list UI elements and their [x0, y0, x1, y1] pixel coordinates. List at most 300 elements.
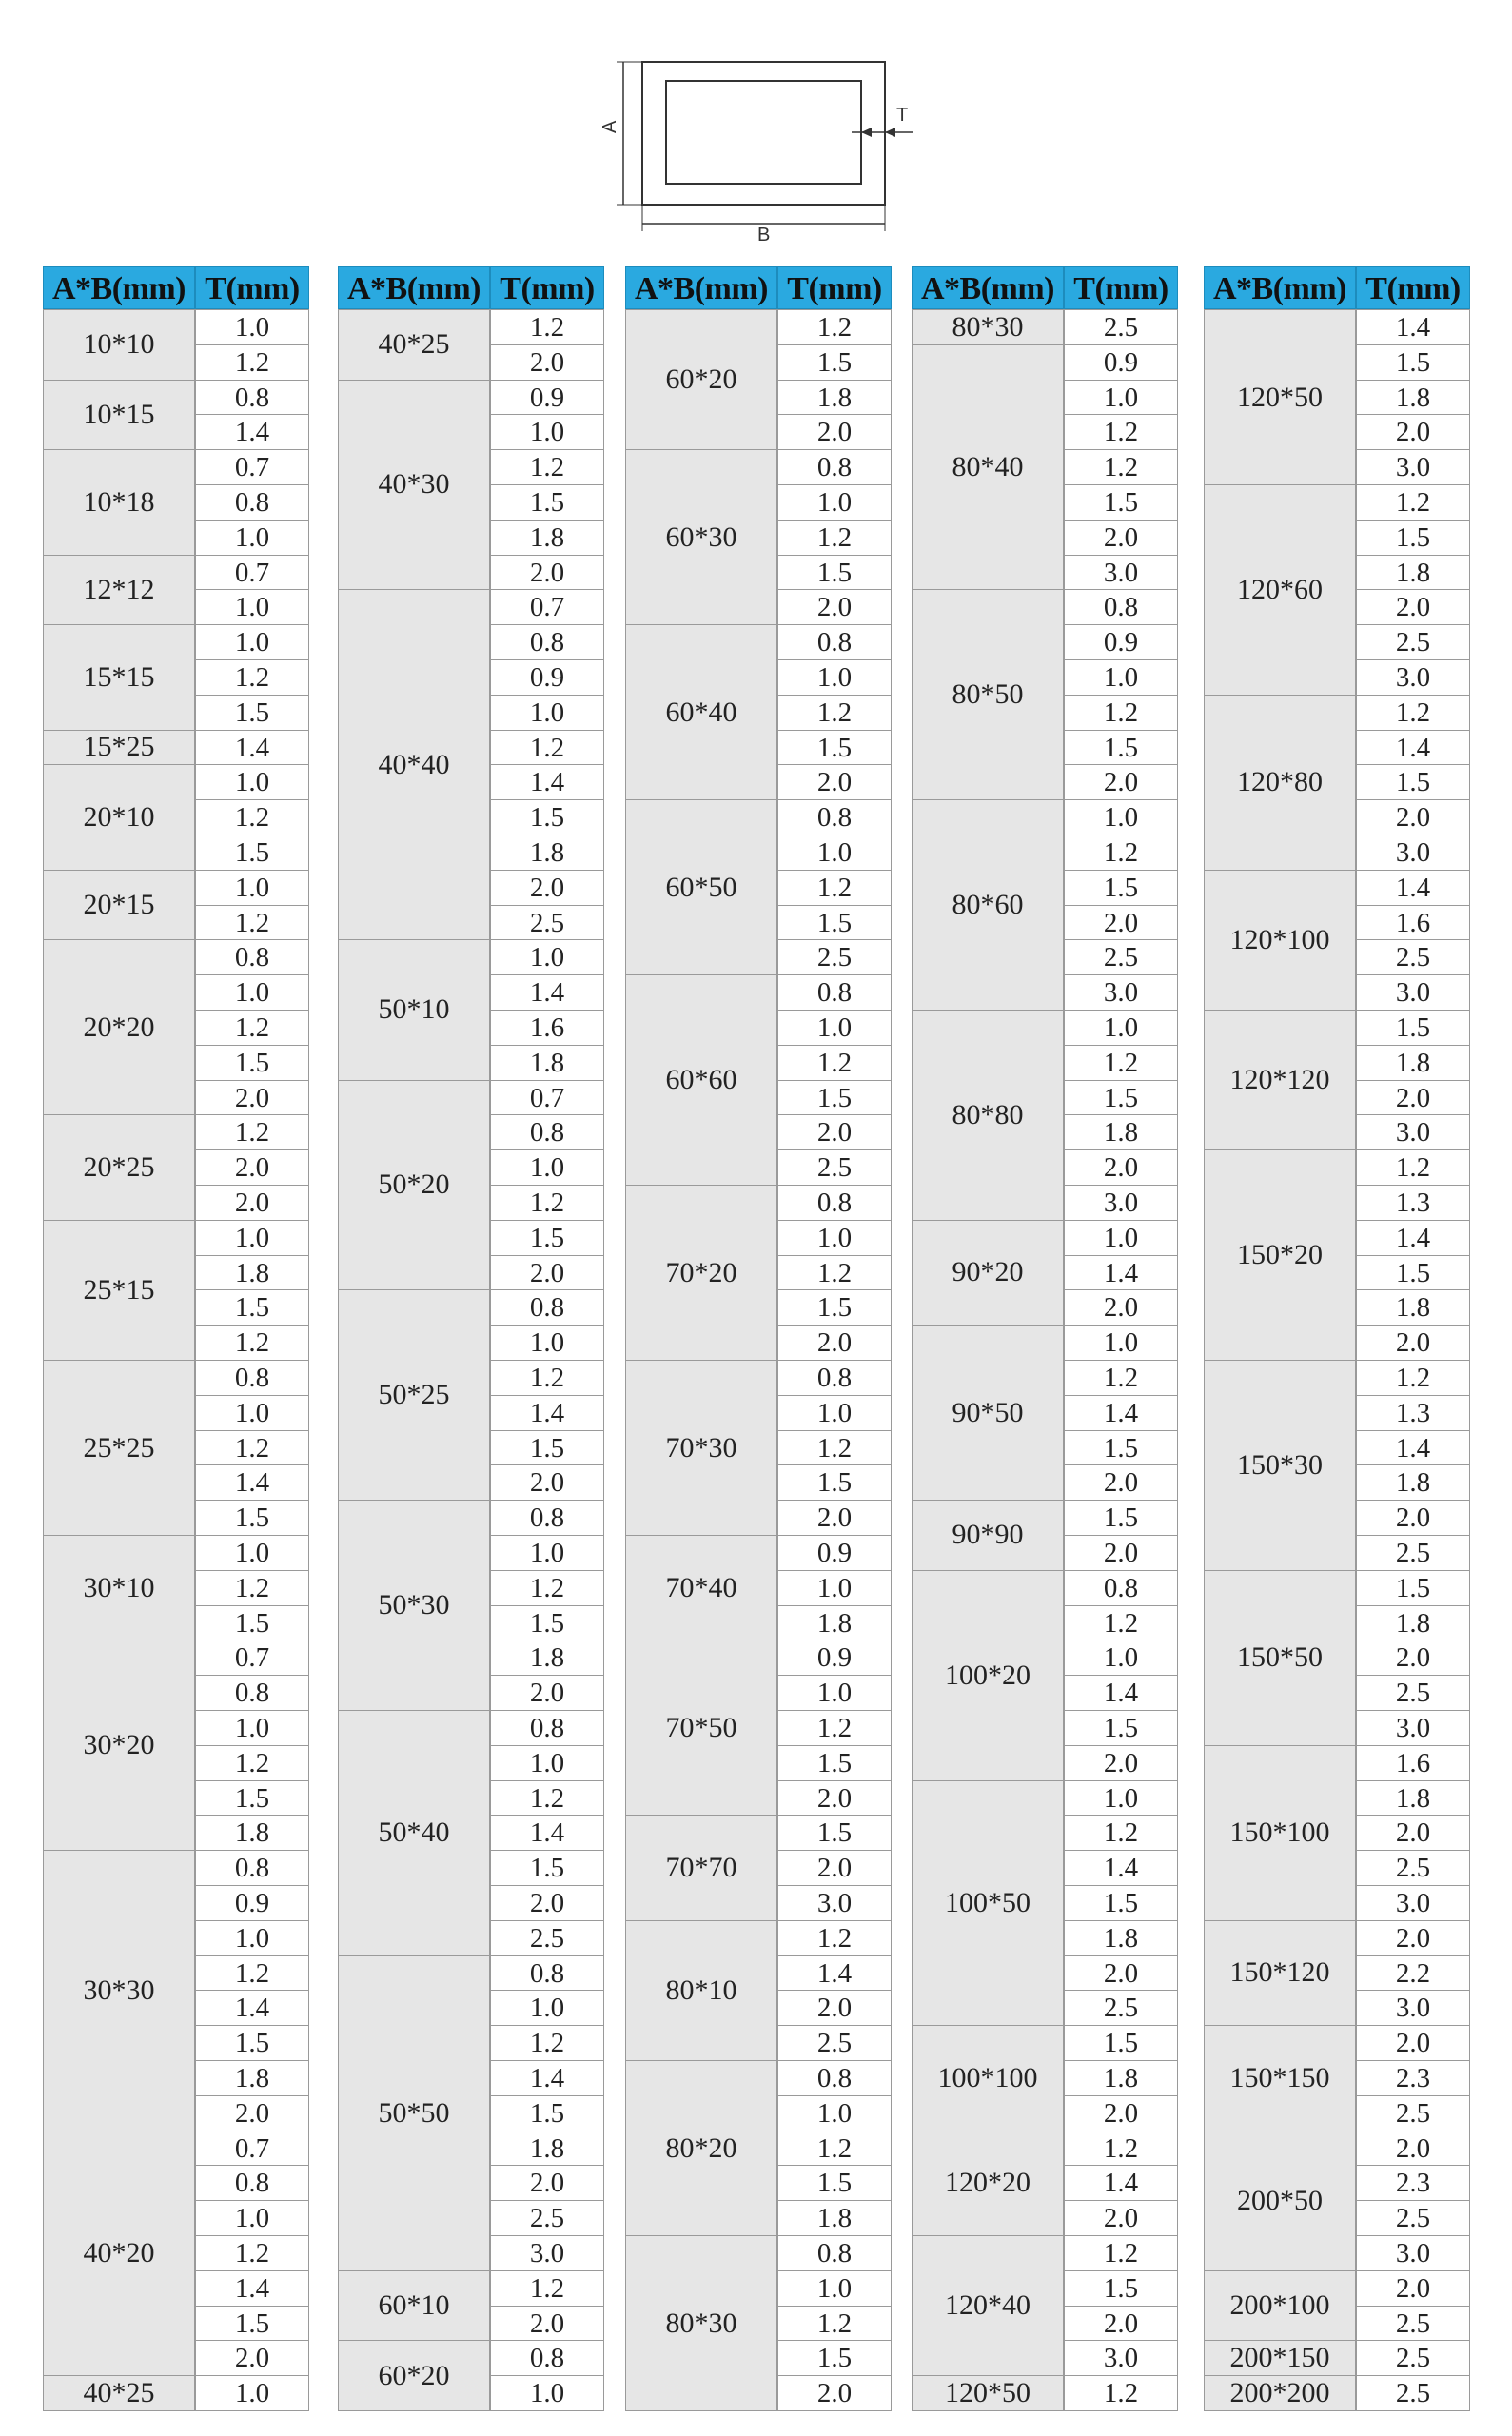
- thickness-cell: 1.5: [195, 1780, 309, 1817]
- thickness-cell: 1.2: [1064, 1360, 1178, 1396]
- size-cell: 120*50: [1204, 309, 1356, 485]
- thickness-cell: 1.2: [1064, 449, 1178, 485]
- thickness-cell: 2.5: [1356, 1850, 1470, 1886]
- thickness-cell: 1.2: [490, 1360, 604, 1396]
- thickness-cell: 2.0: [1064, 905, 1178, 941]
- thickness-cell: 1.8: [1356, 1289, 1470, 1326]
- thickness-cell: 2.0: [777, 589, 892, 625]
- size-cell: 120*80: [1204, 695, 1356, 871]
- thickness-cell: 1.8: [195, 1255, 309, 1291]
- thickness-cell: 2.0: [1356, 1815, 1470, 1851]
- size-cell: 60*20: [625, 309, 777, 450]
- thickness-cell: 1.2: [490, 1185, 604, 1221]
- thickness-cell: 1.6: [490, 1010, 604, 1046]
- thickness-cell: 2.0: [1064, 1745, 1178, 1781]
- thickness-cell: 1.5: [490, 799, 604, 835]
- thickness-cell: 1.8: [777, 1605, 892, 1641]
- thickness-cell: 1.0: [195, 624, 309, 660]
- thickness-cell: 1.5: [195, 835, 309, 871]
- thickness-cell: 2.0: [1064, 1289, 1178, 1326]
- dimension-b-label: B: [757, 225, 771, 243]
- size-cell: 50*20: [338, 1080, 490, 1291]
- thickness-cell: 1.2: [777, 1045, 892, 1081]
- thickness-cell: 1.2: [1064, 2131, 1178, 2167]
- thickness-cell: 3.0: [1064, 2340, 1178, 2376]
- thickness-cell: 2.0: [777, 2375, 892, 2411]
- thickness-cell: 2.0: [490, 1464, 604, 1501]
- thickness-cell: 1.2: [195, 2235, 309, 2271]
- thickness-cell: 2.0: [1356, 2025, 1470, 2061]
- thickness-cell: 1.0: [490, 1149, 604, 1186]
- thickness-cell: 1.2: [777, 1710, 892, 1746]
- size-cell: 80*60: [912, 799, 1064, 1011]
- thickness-cell: 2.0: [1356, 1920, 1470, 1956]
- thickness-cell: 0.8: [195, 1675, 309, 1711]
- thickness-cell: 2.0: [195, 2340, 309, 2376]
- thickness-cell: 1.0: [1064, 380, 1178, 416]
- thickness-cell: 1.5: [195, 1045, 309, 1081]
- header-thickness: T(mm): [1064, 266, 1178, 309]
- thickness-cell: 2.0: [777, 1325, 892, 1361]
- size-cell: 80*10: [625, 1920, 777, 2061]
- tube-inner-outline: [666, 81, 861, 184]
- thickness-cell: 1.0: [777, 835, 892, 871]
- thickness-cell: 0.9: [1064, 344, 1178, 381]
- size-cell: 20*20: [43, 939, 195, 1115]
- thickness-cell: 1.5: [1064, 730, 1178, 766]
- thickness-cell: 1.5: [777, 1815, 892, 1851]
- thickness-cell: 1.5: [1356, 764, 1470, 800]
- thickness-cell: 1.4: [490, 764, 604, 800]
- thickness-cell: 3.0: [1064, 555, 1178, 591]
- size-cell: 80*50: [912, 589, 1064, 800]
- thickness-cell: 1.5: [1064, 2270, 1178, 2307]
- thickness-cell: 1.2: [1064, 1045, 1178, 1081]
- thickness-cell: 0.8: [195, 2165, 309, 2201]
- size-cell: 50*25: [338, 1289, 490, 1501]
- thickness-cell: 0.9: [777, 1535, 892, 1571]
- thickness-cell: 1.4: [1356, 1220, 1470, 1256]
- thickness-cell: 2.0: [490, 1255, 604, 1291]
- size-cell: 25*25: [43, 1360, 195, 1536]
- thickness-cell: 2.0: [777, 1850, 892, 1886]
- thickness-cell: 1.0: [777, 2270, 892, 2307]
- thickness-cell: 1.4: [195, 414, 309, 450]
- thickness-cell: 2.0: [1356, 589, 1470, 625]
- thickness-cell: 2.5: [490, 1920, 604, 1956]
- thickness-cell: 1.0: [195, 1535, 309, 1571]
- thickness-cell: 1.0: [490, 1325, 604, 1361]
- size-cell: 40*25: [43, 2375, 195, 2411]
- thickness-cell: 1.5: [490, 484, 604, 521]
- thickness-cell: 1.4: [1064, 1850, 1178, 1886]
- rectangular-tube-cross-section-diagram: [590, 52, 933, 243]
- thickness-cell: 1.8: [1356, 380, 1470, 416]
- thickness-cell: 1.8: [1356, 1605, 1470, 1641]
- thickness-cell: 2.3: [1356, 2165, 1470, 2201]
- thickness-cell: 2.5: [1356, 2200, 1470, 2236]
- thickness-cell: 1.0: [490, 1990, 604, 2026]
- size-cell: 25*15: [43, 1220, 195, 1361]
- size-cell: 80*30: [625, 2235, 777, 2411]
- thickness-cell: 1.0: [195, 589, 309, 625]
- thickness-cell: 2.0: [1356, 1080, 1470, 1116]
- thickness-cell: 1.2: [195, 905, 309, 941]
- size-cell: 50*50: [338, 1955, 490, 2271]
- size-cell: 30*20: [43, 1640, 195, 1851]
- size-table-4: [912, 266, 1178, 2412]
- thickness-cell: 0.8: [1064, 589, 1178, 625]
- thickness-cell: 1.3: [1356, 1185, 1470, 1221]
- size-cell: 20*25: [43, 1114, 195, 1220]
- thickness-cell: 1.0: [195, 1395, 309, 1431]
- thickness-cell: 1.5: [1356, 520, 1470, 556]
- thickness-cell: 1.8: [490, 2131, 604, 2167]
- thickness-cell: 2.0: [777, 414, 892, 450]
- thickness-cell: 1.0: [490, 695, 604, 731]
- thickness-cell: 2.0: [1064, 1535, 1178, 1571]
- thickness-cell: 1.2: [1356, 695, 1470, 731]
- thickness-cell: 1.5: [777, 2165, 892, 2201]
- thickness-cell: 2.0: [1064, 2095, 1178, 2132]
- thickness-cell: 1.2: [777, 1430, 892, 1466]
- size-cell: 80*80: [912, 1010, 1064, 1221]
- size-cell: 200*50: [1204, 2131, 1356, 2271]
- thickness-cell: 2.0: [195, 1185, 309, 1221]
- thickness-cell: 1.5: [195, 1289, 309, 1326]
- size-cell: 60*40: [625, 624, 777, 800]
- thickness-cell: 1.5: [490, 1220, 604, 1256]
- thickness-cell: 3.0: [1064, 1185, 1178, 1221]
- size-cell: 150*20: [1204, 1149, 1356, 1361]
- thickness-cell: 1.5: [1064, 870, 1178, 906]
- thickness-cell: 1.5: [777, 1464, 892, 1501]
- thickness-cell: 1.0: [1064, 799, 1178, 835]
- thickness-cell: 0.8: [490, 1114, 604, 1150]
- thickness-cell: 2.0: [490, 1885, 604, 1921]
- size-cell: 10*10: [43, 309, 195, 381]
- thickness-cell: 1.2: [777, 1255, 892, 1291]
- thickness-cell: 2.5: [777, 939, 892, 975]
- thickness-cell: 1.5: [1064, 1430, 1178, 1466]
- thickness-cell: 1.2: [777, 520, 892, 556]
- size-cell: 150*120: [1204, 1920, 1356, 2026]
- thickness-cell: 1.2: [1064, 414, 1178, 450]
- size-cell: 40*20: [43, 2131, 195, 2377]
- thickness-cell: 1.0: [195, 764, 309, 800]
- size-cell: 70*40: [625, 1535, 777, 1640]
- thickness-cell: 2.5: [1356, 2375, 1470, 2411]
- size-cell: 60*50: [625, 799, 777, 975]
- thickness-cell: 2.0: [195, 1149, 309, 1186]
- thickness-cell: 2.5: [490, 905, 604, 941]
- header-size: A*B(mm): [912, 266, 1064, 309]
- thickness-cell: 1.0: [1064, 659, 1178, 696]
- size-cell: 20*10: [43, 764, 195, 870]
- thickness-cell: 1.8: [1356, 1780, 1470, 1817]
- thickness-cell: 2.5: [1356, 2340, 1470, 2376]
- size-cell: 10*18: [43, 449, 195, 555]
- thickness-cell: 1.0: [490, 414, 604, 450]
- thickness-cell: 2.3: [1356, 2060, 1470, 2096]
- header-size: A*B(mm): [1204, 266, 1356, 309]
- thickness-cell: 1.2: [777, 309, 892, 345]
- thickness-cell: 1.8: [490, 835, 604, 871]
- header-thickness: T(mm): [195, 266, 309, 309]
- thickness-cell: 1.3: [1356, 1395, 1470, 1431]
- size-cell: 150*30: [1204, 1360, 1356, 1571]
- thickness-cell: 2.5: [1356, 1535, 1470, 1571]
- thickness-cell: 2.0: [195, 1080, 309, 1116]
- size-cell: 70*20: [625, 1185, 777, 1361]
- thickness-cell: 1.4: [490, 1815, 604, 1851]
- thickness-cell: 2.0: [490, 555, 604, 591]
- thickness-cell: 1.2: [1356, 1149, 1470, 1186]
- size-cell: 100*20: [912, 1570, 1064, 1781]
- thickness-cell: 1.2: [1356, 1360, 1470, 1396]
- header-thickness: T(mm): [490, 266, 604, 309]
- thickness-cell: 1.8: [777, 2200, 892, 2236]
- thickness-cell: 3.0: [1356, 659, 1470, 696]
- thickness-cell: 2.5: [490, 2200, 604, 2236]
- size-cell: 70*50: [625, 1640, 777, 1816]
- thickness-cell: 1.0: [777, 1675, 892, 1711]
- thickness-cell: 1.2: [1064, 2235, 1178, 2271]
- thickness-cell: 0.8: [490, 624, 604, 660]
- thickness-cell: 2.0: [1356, 1325, 1470, 1361]
- thickness-cell: 1.5: [777, 905, 892, 941]
- thickness-cell: 1.2: [777, 1920, 892, 1956]
- thickness-cell: 1.5: [777, 1289, 892, 1326]
- size-cell: 70*30: [625, 1360, 777, 1536]
- thickness-cell: 1.0: [195, 870, 309, 906]
- size-cell: 150*150: [1204, 2025, 1356, 2131]
- thickness-cell: 2.5: [1356, 1675, 1470, 1711]
- thickness-cell: 1.5: [1356, 1010, 1470, 1046]
- thickness-cell: 1.8: [1064, 1920, 1178, 1956]
- thickness-cell: 1.4: [195, 2270, 309, 2307]
- thickness-cell: 1.5: [195, 2306, 309, 2342]
- thickness-cell: 3.0: [1356, 1990, 1470, 2026]
- thickness-cell: 1.8: [490, 1640, 604, 1676]
- size-cell: 150*100: [1204, 1745, 1356, 1921]
- thickness-cell: 1.8: [777, 380, 892, 416]
- thickness-cell: 1.2: [1064, 1815, 1178, 1851]
- size-cell: 80*20: [625, 2060, 777, 2236]
- thickness-cell: 2.0: [1064, 2200, 1178, 2236]
- thickness-cell: 1.4: [195, 730, 309, 766]
- thickness-cell: 1.2: [195, 1955, 309, 1992]
- thickness-cell: 2.0: [777, 1780, 892, 1817]
- thickness-cell: 1.8: [1356, 555, 1470, 591]
- thickness-cell: 1.5: [1064, 1710, 1178, 1746]
- thickness-cell: 2.0: [1356, 1500, 1470, 1536]
- size-cell: 90*50: [912, 1325, 1064, 1501]
- thickness-cell: 1.2: [195, 1430, 309, 1466]
- thickness-cell: 1.0: [195, 1920, 309, 1956]
- thickness-cell: 1.4: [1064, 1395, 1178, 1431]
- thickness-cell: 3.0: [1064, 974, 1178, 1011]
- header-size: A*B(mm): [338, 266, 490, 309]
- thickness-cell: 1.2: [777, 695, 892, 731]
- size-table-1: [43, 266, 309, 2412]
- thickness-cell: 1.4: [777, 1955, 892, 1992]
- size-cell: 60*30: [625, 449, 777, 625]
- thickness-cell: 1.0: [777, 2095, 892, 2132]
- thickness-cell: 2.5: [777, 2025, 892, 2061]
- thickness-cell: 0.8: [490, 1500, 604, 1536]
- thickness-cell: 1.5: [1064, 1885, 1178, 1921]
- size-cell: 200*200: [1204, 2375, 1356, 2411]
- thickness-cell: 1.4: [490, 1395, 604, 1431]
- size-cell: 120*50: [912, 2375, 1064, 2411]
- size-cell: 60*60: [625, 974, 777, 1186]
- size-cell: 10*15: [43, 380, 195, 451]
- thickness-cell: 1.6: [1356, 905, 1470, 941]
- thickness-cell: 0.8: [490, 1955, 604, 1992]
- thickness-cell: 1.2: [777, 870, 892, 906]
- thickness-cell: 1.4: [1356, 1430, 1470, 1466]
- thickness-cell: 2.5: [1064, 1990, 1178, 2026]
- thickness-cell: 1.2: [490, 309, 604, 345]
- thickness-cell: 1.5: [777, 1080, 892, 1116]
- thickness-cell: 1.8: [195, 1815, 309, 1851]
- thickness-cell: 2.0: [1356, 2270, 1470, 2307]
- thickness-cell: 1.5: [777, 1745, 892, 1781]
- thickness-cell: 1.0: [1064, 1220, 1178, 1256]
- thickness-cell: 1.2: [195, 659, 309, 696]
- thickness-cell: 2.0: [777, 1114, 892, 1150]
- thickness-cell: 2.5: [1356, 624, 1470, 660]
- thickness-cell: 1.5: [777, 730, 892, 766]
- thickness-cell: 1.0: [777, 1395, 892, 1431]
- header-size: A*B(mm): [43, 266, 195, 309]
- thickness-cell: 3.0: [1356, 1885, 1470, 1921]
- thickness-cell: 2.0: [1064, 2306, 1178, 2342]
- thickness-cell: 0.8: [777, 2060, 892, 2096]
- thickness-cell: 1.2: [490, 2025, 604, 2061]
- size-cell: 200*150: [1204, 2340, 1356, 2376]
- thickness-cell: 1.2: [195, 1010, 309, 1046]
- thickness-cell: 1.2: [195, 1325, 309, 1361]
- thickness-cell: 1.0: [1064, 1640, 1178, 1676]
- thickness-cell: 1.5: [1064, 1500, 1178, 1536]
- thickness-cell: 1.5: [777, 555, 892, 591]
- thickness-cell: 1.0: [195, 1710, 309, 1746]
- thickness-cell: 0.9: [777, 1640, 892, 1676]
- thickness-cell: 1.0: [490, 1745, 604, 1781]
- thickness-cell: 1.4: [195, 1990, 309, 2026]
- thickness-cell: 1.5: [777, 344, 892, 381]
- thickness-cell: 2.0: [490, 344, 604, 381]
- thickness-cell: 2.0: [1064, 1149, 1178, 1186]
- thickness-cell: 1.5: [490, 1850, 604, 1886]
- header-thickness: T(mm): [777, 266, 892, 309]
- thickness-cell: 1.4: [1356, 730, 1470, 766]
- thickness-cell: 1.4: [1356, 870, 1470, 906]
- thickness-cell: 2.5: [1064, 939, 1178, 975]
- thickness-cell: 0.8: [777, 799, 892, 835]
- thickness-cell: 2.0: [1356, 799, 1470, 835]
- size-cell: 100*50: [912, 1780, 1064, 2027]
- thickness-cell: 1.0: [195, 2375, 309, 2411]
- thickness-cell: 1.8: [1064, 2060, 1178, 2096]
- thickness-cell: 0.8: [490, 1710, 604, 1746]
- thickness-cell: 0.7: [195, 555, 309, 591]
- thickness-cell: 0.8: [1064, 1570, 1178, 1606]
- thickness-cell: 1.5: [777, 2340, 892, 2376]
- dimension-t-label: T: [896, 105, 909, 126]
- thickness-cell: 2.0: [1064, 764, 1178, 800]
- thickness-cell: 1.4: [1064, 1675, 1178, 1711]
- thickness-cell: 0.8: [777, 624, 892, 660]
- thickness-cell: 1.4: [1064, 1255, 1178, 1291]
- thickness-cell: 1.4: [1064, 2165, 1178, 2201]
- thickness-cell: 1.2: [195, 1570, 309, 1606]
- size-cell: 50*40: [338, 1710, 490, 1956]
- thickness-cell: 1.2: [195, 344, 309, 381]
- thickness-cell: 3.0: [1356, 1114, 1470, 1150]
- thickness-cell: 2.0: [1064, 1464, 1178, 1501]
- thickness-cell: 2.0: [1356, 2131, 1470, 2167]
- thickness-cell: 1.2: [490, 1780, 604, 1817]
- thickness-cell: 1.5: [195, 1605, 309, 1641]
- size-cell: 120*100: [1204, 870, 1356, 1011]
- size-cell: 15*25: [43, 730, 195, 766]
- thickness-cell: 0.9: [1064, 624, 1178, 660]
- thickness-cell: 0.8: [195, 939, 309, 975]
- thickness-cell: 0.8: [490, 2340, 604, 2376]
- thickness-cell: 2.5: [1356, 2306, 1470, 2342]
- thickness-cell: 0.8: [195, 380, 309, 416]
- header-thickness: T(mm): [1356, 266, 1470, 309]
- tube-size-tables: [43, 266, 1489, 2417]
- size-cell: 60*20: [338, 2340, 490, 2411]
- thickness-cell: 1.5: [195, 695, 309, 731]
- thickness-cell: 0.8: [777, 1185, 892, 1221]
- thickness-cell: 1.2: [195, 1114, 309, 1150]
- thickness-cell: 0.8: [195, 1360, 309, 1396]
- thickness-cell: 1.2: [1064, 2375, 1178, 2411]
- thickness-cell: 0.7: [195, 2131, 309, 2167]
- size-cell: 30*30: [43, 1850, 195, 2131]
- thickness-cell: 1.0: [195, 1220, 309, 1256]
- thickness-cell: 0.9: [490, 659, 604, 696]
- thickness-cell: 1.2: [490, 2270, 604, 2307]
- size-cell: 120*40: [912, 2235, 1064, 2376]
- thickness-cell: 1.0: [1064, 1780, 1178, 1817]
- thickness-cell: 1.0: [777, 1570, 892, 1606]
- thickness-cell: 2.0: [1356, 414, 1470, 450]
- thickness-cell: 2.2: [1356, 1955, 1470, 1992]
- size-cell: 120*120: [1204, 1010, 1356, 1150]
- thickness-cell: 2.0: [1064, 1955, 1178, 1992]
- thickness-cell: 1.6: [1356, 1745, 1470, 1781]
- thickness-cell: 1.4: [1356, 309, 1470, 345]
- size-cell: 90*20: [912, 1220, 1064, 1326]
- thickness-cell: 1.5: [1356, 1570, 1470, 1606]
- thickness-cell: 3.0: [777, 1885, 892, 1921]
- thickness-cell: 1.5: [1064, 484, 1178, 521]
- thickness-cell: 2.0: [490, 1675, 604, 1711]
- size-cell: 200*100: [1204, 2270, 1356, 2342]
- thickness-cell: 1.2: [490, 730, 604, 766]
- thickness-cell: 1.8: [490, 1045, 604, 1081]
- thickness-cell: 1.5: [490, 2095, 604, 2132]
- thickness-cell: 1.0: [490, 2375, 604, 2411]
- size-cell: 15*15: [43, 624, 195, 730]
- size-cell: 150*50: [1204, 1570, 1356, 1746]
